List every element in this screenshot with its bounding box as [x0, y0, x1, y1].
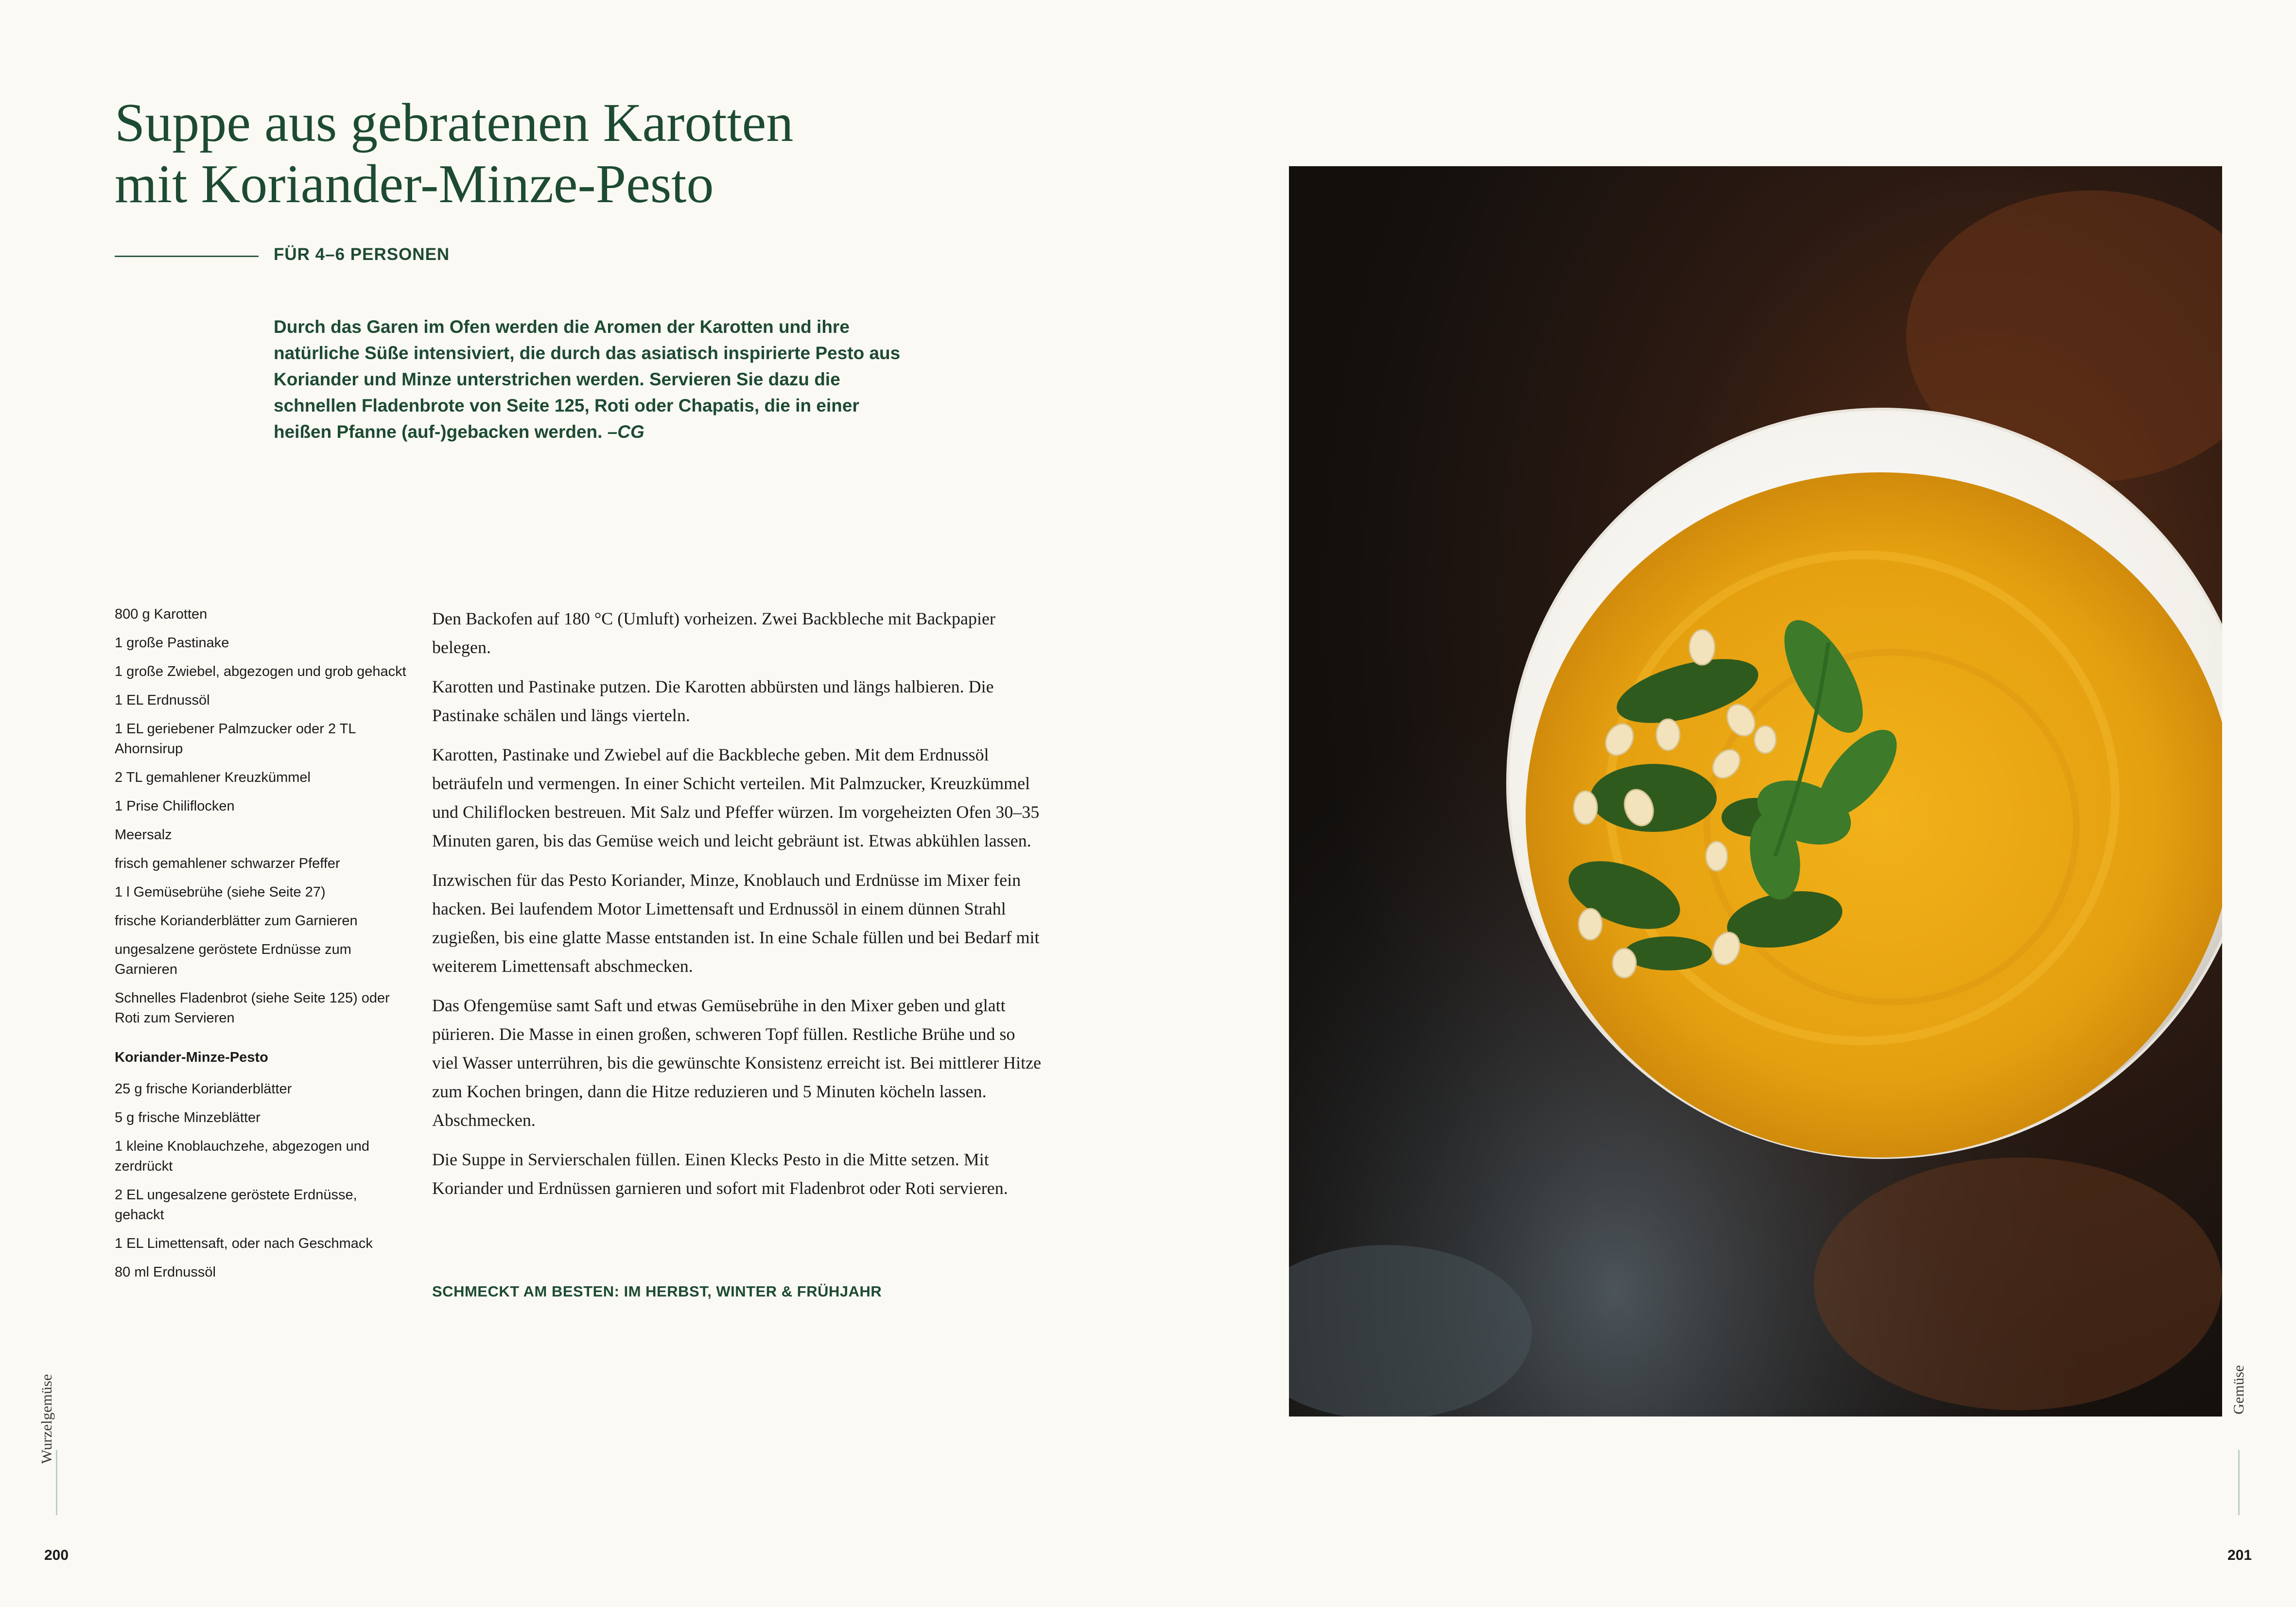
ingredient-item: frisch gemahlener schwarzer Pfeffer [115, 856, 340, 871]
ingredient-item: 800 g Karotten [115, 606, 208, 622]
servings-label: FÜR 4–6 PERSONEN [274, 245, 450, 264]
method-text [432, 605, 1044, 1213]
ingredient-item: 1 EL geriebener Palmzucker oder 2 TL Ahornsirup [115, 721, 356, 757]
author-initials: –CG [607, 422, 644, 442]
recipe-title [115, 92, 793, 215]
recipe-title-line-2: mit Koriander-Minze-Pesto [115, 154, 714, 214]
ingredient-item: Schnelles Fladenbrot (siehe Seite 125) oder Roti zum Servieren [115, 990, 390, 1026]
method-step: Karotten, Pastinake und Zwiebel auf die Backbleche geben. Mit dem Erdnussöl beträufeln und vermengen. In einer Schicht verteilen. Mit Palmzucker, Kreuzkümmel und Chiliflocken bestreuen. Mit Salz und Pfeffer würzen. Im vorgeheizten Ofen 30–35 Minuten garen, bis das Gemüse weich und leicht gebräunt ist. Etwas abkühlen lassen. [432, 745, 1040, 850]
method-step: Inzwischen für das Pesto Koriander, Minze, Knoblauch und Erdnüsse im Mixer fein hacken. Bei laufendem Motor Limettensaft und Erdnussöl in einem dünnen Strahl zugießen, bis eine glatte Masse entstanden ist. In eine Schale füllen und bei Bedarf mit weiterem Limettensaft abschmecken. [432, 870, 1040, 976]
page-number-left: 200 [44, 1547, 69, 1563]
best-season-note: SCHMECKT AM BESTEN: IM HERBST, WINTER & FRÜHJAHR [432, 1283, 882, 1300]
ingredients-list [115, 605, 406, 1291]
recipe-intro [274, 314, 920, 445]
method-step: Das Ofengemüse samt Saft und etwas Gemüsebrühe in den Mixer geben und glatt pürieren. Die Masse in einen großen, schweren Topf füllen. Restliche Brühe und so viel Wasser unterrühren, bis die gewünschte Konsistenz erreicht ist. Bei mittlerer Hitze zum Kochen bringen, dann die Hitze reduzieren und 5 Minuten köcheln lassen. Abschmecken. [432, 996, 1042, 1130]
method-step: Den Backofen auf 180 °C (Umluft) vorheizen. Zwei Backbleche mit Backpapier belegen. [432, 609, 995, 657]
margin-line-right [2238, 1450, 2240, 1515]
pesto-ingredient-item: 5 g frische Minzeblätter [115, 1110, 261, 1125]
soup-bowl-photo-icon [1289, 166, 2222, 1417]
method-step: Die Suppe in Servierschalen füllen. Einen Klecks Pesto in die Mitte setzen. Mit Koriander und Erdnüssen garnieren und sofort mit Fladenbrot oder Roti servieren. [432, 1150, 1008, 1198]
recipe-title-line-1: Suppe aus gebratenen Karotten [115, 93, 794, 153]
ingredient-item: 1 l Gemüsebrühe (siehe Seite 27) [115, 884, 326, 900]
ingredient-item: ungesalzene geröstete Erdnüsse zum Garnieren [115, 942, 351, 977]
method-step: Karotten und Pastinake putzen. Die Karotten abbürsten und längs halbieren. Die Pastinake schälen und längs vierteln. [432, 677, 994, 725]
pesto-ingredient-item: 1 kleine Knoblauchzehe, abgezogen und zerdrückt [115, 1139, 370, 1174]
ingredient-item: 1 Prise Chiliflocken [115, 798, 235, 814]
page-number-right: 201 [2227, 1547, 2252, 1563]
serves-divider [115, 256, 259, 257]
margin-line-left [56, 1450, 57, 1515]
pesto-ingredient-item: 2 EL ungesalzene geröstete Erdnüsse, gehackt [115, 1187, 357, 1223]
ingredient-item: 1 EL Erdnussöl [115, 692, 210, 708]
pesto-ingredient-item: 80 ml Erdnussöl [115, 1264, 216, 1280]
section-label-right: Gemüse [2230, 1365, 2247, 1415]
ingredient-item: 1 große Pastinake [115, 635, 229, 651]
pesto-ingredient-item: 1 EL Limettensaft, oder nach Geschmack [115, 1236, 373, 1251]
pesto-heading: Koriander-Minze-Pesto [115, 1050, 268, 1065]
pesto-ingredient-item: 25 g frische Korianderblätter [115, 1081, 292, 1097]
soup-photo [1289, 166, 2222, 1417]
ingredient-item: 1 große Zwiebel, abgezogen und grob gehackt [115, 664, 406, 679]
ingredient-item: frische Korianderblätter zum Garnieren [115, 913, 358, 929]
intro-text: Durch das Garen im Ofen werden die Aromen der Karotten und ihre natürliche Süße intensiviert, die durch das asiatisch inspirierte Pesto aus Koriander und Minze unterstrichen werden. Servieren Sie dazu die schnellen Fladenbrote von Seite 125, Roti oder Chapatis, die in einer heißen Pfanne (auf-)gebacken werden. [274, 317, 901, 442]
ingredient-item: 2 TL gemahlener Kreuzkümmel [115, 770, 311, 785]
section-label-left: Wurzelgemüse [38, 1374, 55, 1464]
ingredient-item: Meersalz [115, 827, 172, 843]
